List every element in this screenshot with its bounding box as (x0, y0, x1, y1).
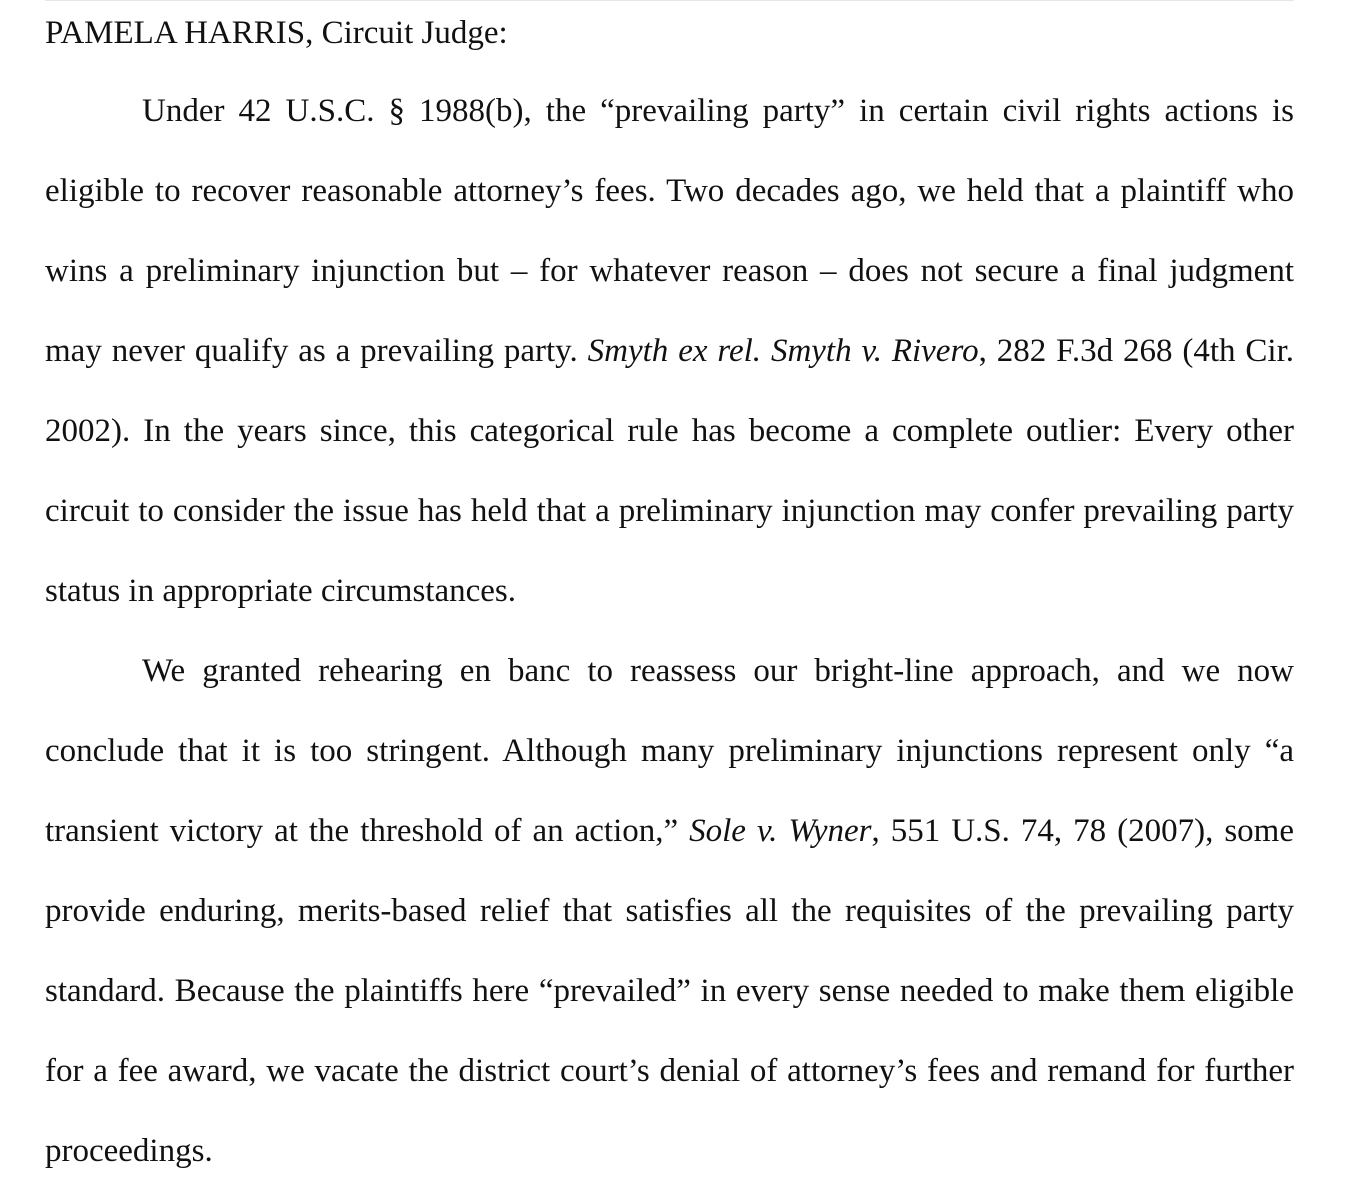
paragraph-text: We granted rehearing en banc to reassess our bright-line approach, and we now conclude that it is too stringent. Although many preliminary injunctions represent only “a transient victory at the threshold of an action,” (45, 653, 1294, 849)
paragraph-text: Under 42 U.S.C. § 1988(b), the “prevailing party” in certain civil rights actions is eligible to recover reasonable attorney’s fees. Two decades ago, we held that a plaintiff who wins a preliminary injunction but – for whatever reason – does not secure a final judgment may never qualify as a prevailing party. (45, 93, 1294, 369)
paragraph-text: , 551 U.S. 74, 78 (2007), some provide enduring, merits-based relief that satisfies all the requisites of the prevailing party standard. Because the plaintiffs here “prevailed” in every sense needed to make them eligible for a fee award, we vacate the district court’s denial of attorney’s fees and remand for further proceedings. (45, 813, 1294, 1169)
case-citation-sole: Sole v. Wyner (689, 813, 872, 849)
author-line: PAMELA HARRIS, Circuit Judge: (45, 15, 508, 51)
opinion-paragraph-2 (45, 631, 1294, 1191)
opinion-page (45, 0, 1294, 1169)
opinion-paragraph-1 (45, 71, 1294, 631)
paragraph-text: , 282 F.3d 268 (4th Cir. 2002). In the years since, this categorical rule has become a complete outlier: Every other circuit to consider the issue has held that a preliminary injunction may confer prevailing party status in appropriate circumstances. (45, 333, 1294, 609)
case-citation-smyth: Smyth ex rel. Smyth v. Rivero (587, 333, 979, 369)
